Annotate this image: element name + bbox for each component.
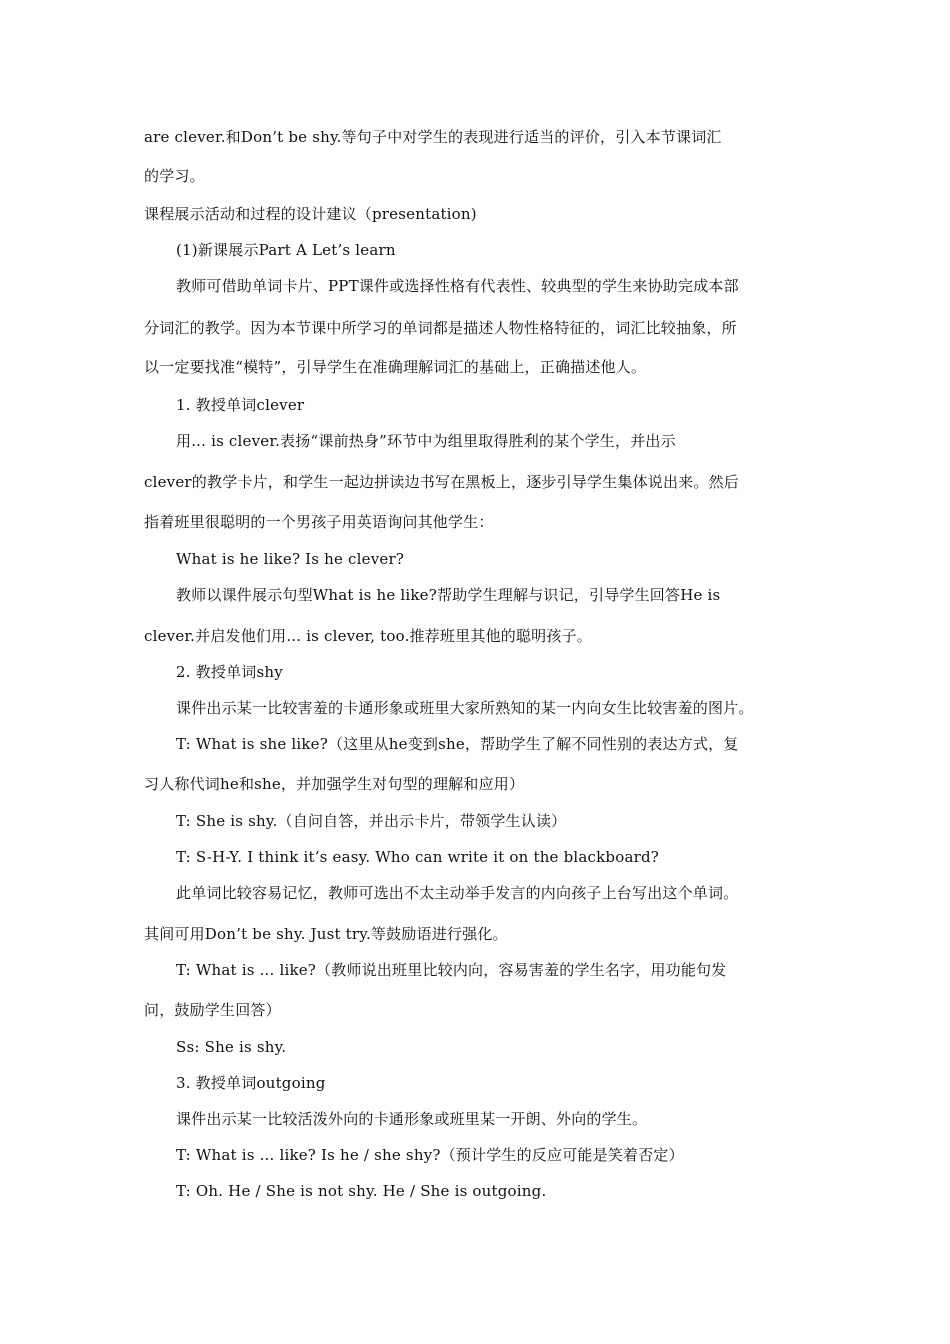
text-line: 问，鼓励学生回答） (144, 1001, 281, 1019)
text-line: 课件出示某一比较害羞的卡通形象或班里大家所熟知的某一内向女生比较害羞的图片。 (176, 699, 754, 717)
text-line: 指着班里很聪明的一个男孩子用英语询问其他学生： (144, 513, 494, 531)
item-heading: 2. 教授单词shy (176, 663, 283, 681)
text-line: clever.并启发他们用... is clever, too.推荐班里其他的聪明孩子。 (144, 627, 592, 645)
dialogue-line: T: She is shy.（自问自答，并出示卡片，带领学生认读） (176, 812, 567, 830)
example-sentence: What is he like? Is he clever? (176, 550, 405, 568)
section-heading: 课程展示活动和过程的设计建议（presentation) (144, 205, 477, 223)
subsection-heading: (1)新课展示Part A Let’s learn (176, 241, 396, 259)
item-heading: 3. 教授单词outgoing (176, 1074, 326, 1092)
text-line: are clever.和Don’t be shy.等句子中对学生的表现进行适当的评价，引入本节课词汇 (144, 128, 722, 146)
text-line: 其间可用Don’t be shy. Just try.等鼓励语进行强化。 (144, 925, 508, 943)
text-line: 教师可借助单词卡片、PPT课件或选择性格有代表性、较典型的学生来协助完成本部 (176, 277, 739, 295)
dialogue-line: T: S-H-Y. I think it’s easy. Who can write it on the blackboard? (176, 848, 660, 866)
dialogue-line: T: Oh. He / She is not shy. He / She is outgoing. (176, 1182, 547, 1200)
dialogue-line: Ss: She is shy. (176, 1038, 287, 1056)
text-line: 以一定要找准“模特”，引导学生在准确理解词汇的基础上，正确描述他人。 (144, 358, 647, 376)
text-line: 分词汇的教学。因为本节课中所学习的单词都是描述人物性格特征的，词汇比较抽象，所 (144, 319, 737, 337)
dialogue-line: T: What is she like?（这里从he变到she，帮助学生了解不同性别的表达方式，复 (176, 735, 739, 753)
dialogue-line: T: What is ... like?（教师说出班里比较内向，容易害羞的学生名字，用功能句发 (176, 961, 727, 979)
text-line: 用... is clever.表扬“课前热身”环节中为组里取得胜利的某个学生，并出示 (176, 432, 676, 450)
item-heading: 1. 教授单词clever (176, 396, 305, 414)
text-line: 此单词比较容易记忆，教师可选出不太主动举手发言的内向孩子上台写出这个单词。 (176, 884, 739, 902)
text-line: 教师以课件展示句型What is he like?帮助学生理解与识记，引导学生回答He is (176, 586, 721, 604)
dialogue-line: T: What is ... like? Is he / she shy?（预计学生的反应可能是笑着否定） (176, 1146, 684, 1164)
text-line: clever的教学卡片，和学生一起边拼读边书写在黑板上，逐步引导学生集体说出来。然后 (144, 473, 740, 491)
text-line: 课件出示某一比较活泼外向的卡通形象或班里某一开朗、外向的学生。 (176, 1110, 648, 1128)
text-line: 习人称代词he和she，并加强学生对句型的理解和应用） (144, 775, 525, 793)
text-line: 的学习。 (144, 167, 205, 185)
